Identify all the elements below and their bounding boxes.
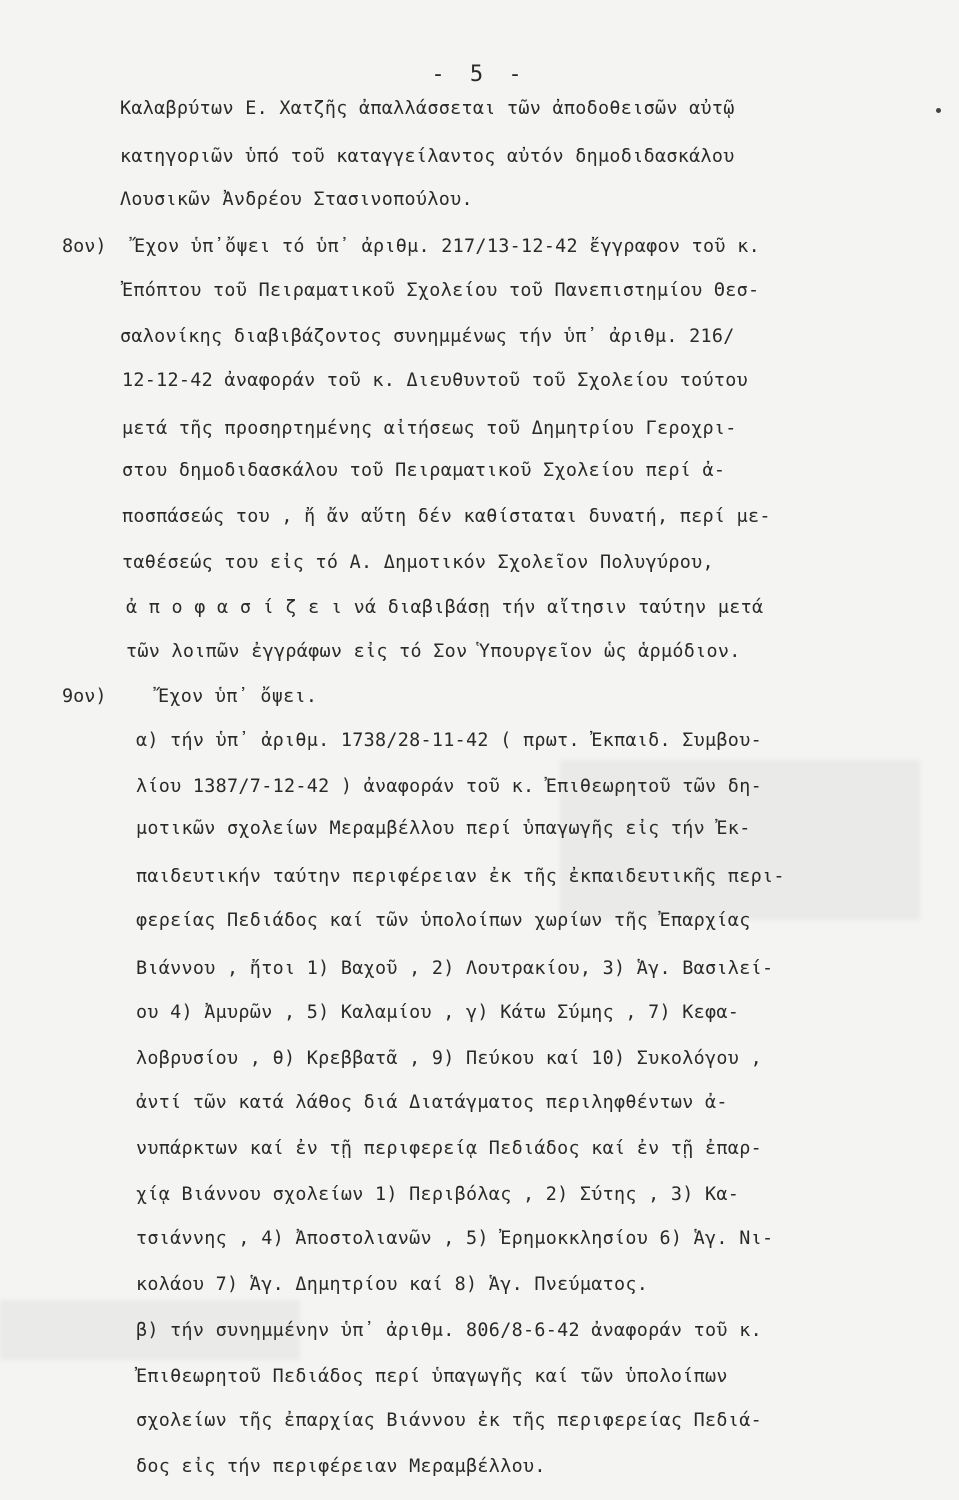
text-line: β) τήν συνημμένην ὑπ᾽ ἀριθμ. 806/8-6-42 ἀναφοράν τοῦ κ. [136, 1320, 762, 1341]
text-line: δος εἰς τήν περιφέρειαν Μεραμβέλλου. [136, 1456, 546, 1477]
text-line: χίᾳ Βιάννου σχολείων 1) Περιβόλας , 2) Σύτης , 3) Κα- [136, 1184, 740, 1205]
text-line: τσιάννης , 4) Ἀποστολιανῶν , 5) Ἐρημοκκλησίου 6) Ἁγ. Νι- [136, 1228, 774, 1249]
text-line: ου 4) Ἀμυρῶν , 5) Καλαμίου , γ) Κάτω Σύμης , 7) Κεφα- [136, 1002, 740, 1023]
text-line: νυπάρκτων καί ἐν τῇ περιφερείᾳ Πεδιάδος καί ἐν τῇ ἐπαρ- [136, 1138, 762, 1159]
text-line: τῶν λοιπῶν ἐγγράφων εἰς τό Σον Ὑπουργεῖον ὡς ἁρμόδιον. [126, 641, 741, 662]
section-marker: 9ον) [62, 686, 107, 707]
text-line: Ἐπιθεωρητοῦ Πεδιάδος περί ὑπαγωγῆς καί τῶν ὑπολοίπων [136, 1366, 728, 1387]
text-line: μοτικῶν σχολείων Μεραμβέλλου περί ὑπαγωγῆς εἰς τήν Ἐκ- [136, 818, 751, 839]
text-line: 12-12-42 ἀναφοράν τοῦ κ. Διευθυντοῦ τοῦ Σχολείου τούτου [122, 370, 749, 391]
text-line: ταθέσεώς του εἰς τό Α. Δημοτικόν Σχολεῖον Πολυγύρου, [122, 552, 714, 573]
margin-dot [936, 108, 941, 113]
text-line: ἀ π ο φ α σ ί ζ ε ι νά διαβιβάσῃ τήν αἴτησιν ταύτην μετά [126, 597, 764, 618]
text-line: Καλαβρύτων Ε. Χατζῆς ἀπαλλάσσεται τῶν ἀποδοθεισῶν αὐτῷ [120, 98, 735, 119]
text-line: Λουσικῶν Ἀνδρέου Στασινοπούλου. [120, 189, 473, 210]
section-marker: 8ον) [62, 236, 107, 257]
text-line: κατηγοριῶν ὑπό τοῦ καταγγείλαντος αὐτόν δημοδιδασκάλου [120, 146, 735, 167]
text-line: λίου 1387/7-12-42 ) ἀναφοράν τοῦ κ. Ἐπιθεωρητοῦ τῶν δη- [136, 776, 762, 797]
text-line: Ἔχον ὑπ᾽ ὄψει. [158, 686, 318, 707]
text-line: σαλονίκης διαβιβάζοντος συνημμένως τήν ὑπ᾽ ἀριθμ. 216/ [120, 326, 735, 347]
text-line: σχολείων τῆς ἐπαρχίας Βιάννου ἐκ τῆς περιφερείας Πεδιά- [136, 1410, 762, 1431]
text-line: ποσπάσεώς του , ἤ ἄν αὕτη δέν καθίσταται δυνατή, περί με- [122, 506, 771, 527]
text-line: στου δημοδιδασκάλου τοῦ Πειραματικοῦ Σχολείου περί ἀ- [122, 460, 726, 481]
text-line: κολάου 7) Ἁγ. Δημητρίου καί 8) Ἁγ. Πνεύματος. [136, 1274, 649, 1295]
text-line: Ἔχον ὑπ᾽ὄψει τό ὑπ᾽ ἀριθμ. 217/13-12-42 ἔγγραφον τοῦ κ. [134, 236, 760, 257]
text-line: φερείας Πεδιάδος καί τῶν ὑπολοίπων χωρίων τῆς Ἐπαρχίας [136, 910, 751, 931]
text-line: λοβρυσίου , θ) Κρεββατᾶ , 9) Πεύκου καί 10) Συκολόγου , [136, 1048, 762, 1069]
text-line: ἀντί τῶν κατά λάθος διά Διατάγματος περιληφθέντων ἀ- [136, 1092, 728, 1113]
text-line: μετά τῆς προσηρτημένης αἰτήσεως τοῦ Δημητρίου Γεροχρι- [122, 418, 737, 439]
text-line: α) τήν ὑπ᾽ ἀριθμ. 1738/28-11-42 ( πρωτ. Ἐκπαιδ. Συμβου- [136, 730, 762, 751]
text-line: Ἐπόπτου τοῦ Πειραματικοῦ Σχολείου τοῦ Πανεπιστημίου Θεσ- [122, 280, 760, 301]
text-line: παιδευτικήν ταύτην περιφέρειαν ἐκ τῆς ἐκπαιδευτικῆς περι- [136, 866, 785, 887]
page-number: - 5 - [431, 62, 528, 87]
text-line: Βιάννου , ἤτοι 1) Βαχοῦ , 2) Λουτρακίου, 3) Ἁγ. Βασιλεί- [136, 958, 774, 979]
